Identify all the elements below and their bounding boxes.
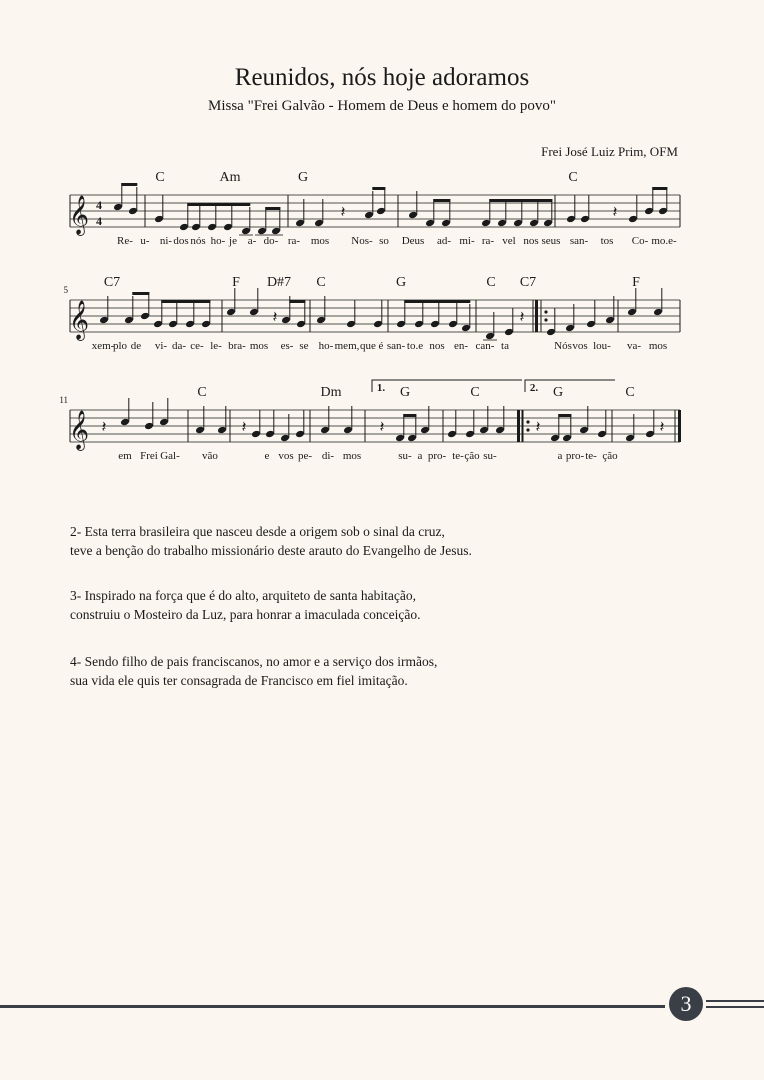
time-signature-bottom: 4 (96, 214, 102, 228)
lyric-syllable: ho- (210, 235, 226, 247)
lyric-syllable: mos (342, 450, 362, 462)
lyric-syllable: ra- (481, 235, 495, 247)
quarter-rest-icon: 𝄽 (519, 309, 525, 326)
note-beam (265, 207, 280, 210)
note-beam (132, 292, 149, 295)
lyric-syllable: seus (541, 235, 561, 247)
chord-symbol: C (486, 275, 496, 290)
lyric-syllable: mo.e- (651, 235, 677, 247)
chord-symbol: F (632, 275, 640, 290)
chord-symbol: C (470, 385, 480, 400)
lyric-syllable: vão (202, 450, 218, 462)
lyric-syllable: se (299, 340, 309, 352)
lyric-syllable: Nós (554, 340, 572, 352)
note-beam (187, 203, 250, 206)
page-title: Reunidos, nós hoje adoramos (234, 64, 530, 91)
lyric-syllable: di- (321, 450, 335, 462)
verse-3-line-1: 3- Inspirado na força que é do alto, arquiteto de santa habitação, (70, 588, 416, 603)
lyric-syllable: da- (171, 340, 187, 352)
chord-symbol: C (316, 275, 326, 290)
lyric-syllable: su- (398, 450, 412, 462)
quarter-rest-icon: 𝄽 (272, 309, 278, 326)
lyric-syllable: vos (572, 340, 588, 352)
lyric-syllable: va- (626, 340, 642, 352)
chord-symbol: C (197, 385, 207, 400)
quarter-rest-icon: 𝄽 (612, 204, 618, 221)
repeat-start-dot (544, 318, 547, 321)
note-beam (404, 300, 470, 303)
verse-2-line-1: 2- Esta terra brasileira que nasceu desde a origem sob o sinal da cruz, (70, 524, 445, 539)
chord-symbol: D#7 (266, 275, 292, 290)
chord-symbol: F (232, 275, 240, 290)
lyric-syllable: to.e (406, 340, 424, 352)
repeat-start-dot (544, 310, 547, 313)
lyric-syllable: a (557, 450, 563, 462)
note-beam (161, 300, 210, 303)
lyric-syllable: dos (173, 235, 189, 247)
quarter-rest-icon: 𝄽 (535, 419, 541, 436)
lyric-syllable: nos (429, 340, 445, 352)
lyric-syllable: mi- (459, 235, 475, 247)
lyric-syllable: san- (569, 235, 589, 247)
lyric-syllable: su- (483, 450, 497, 462)
composer-credit: Frei José Luiz Prim, OFM (541, 144, 678, 159)
repeat-end-thick (517, 410, 520, 442)
lyric-syllable: ção (464, 450, 480, 462)
lyric-syllable: so (379, 235, 389, 247)
chord-symbol: G (399, 385, 411, 400)
note-beam (489, 199, 552, 202)
lyric-syllable: Deus (401, 235, 425, 247)
lyric-syllable: bra- (228, 340, 246, 352)
lyric-syllable: pro- (427, 450, 447, 462)
page-subtitle: Missa "Frei Galvão - Homem de Deus e homem do povo" (207, 98, 557, 114)
lyric-syllable: en- (453, 340, 469, 352)
treble-clef-icon: 𝄞 (68, 197, 90, 234)
volta-1-bracket (372, 380, 522, 392)
chord-symbol: C (155, 170, 165, 185)
footer-rule-right-top (706, 1000, 764, 1002)
lyric-syllable: u- (140, 235, 150, 247)
quarter-rest-icon: 𝄽 (101, 419, 107, 436)
lyric-syllable: mem, (334, 340, 360, 352)
lyric-syllable: vi- (154, 340, 168, 352)
lyric-syllable: tos (600, 235, 614, 247)
note-beam (558, 414, 571, 417)
treble-clef-icon: 𝄞 (68, 412, 90, 449)
quarter-rest-icon: 𝄽 (340, 204, 346, 221)
time-signature-top: 4 (96, 198, 102, 212)
lyric-syllable: can- (475, 340, 495, 352)
chord-symbol: G (552, 385, 564, 400)
lyric-syllable: é (378, 340, 384, 352)
chord-symbol: C (625, 385, 635, 400)
repeat-end-dot (526, 428, 529, 431)
verse-3 (70, 586, 420, 624)
footer-rule-right-bottom (706, 1006, 764, 1008)
footer-rule (0, 1005, 665, 1008)
chord-symbol: G (395, 275, 407, 290)
lyric-syllable: ni- (159, 235, 173, 247)
measure-number: 11 (59, 395, 68, 405)
chord-symbol: C7 (103, 275, 121, 290)
lyric-syllable: le- (210, 340, 222, 352)
lyric-syllable: a (417, 450, 423, 462)
note-beam (403, 414, 416, 417)
treble-clef-icon: 𝄞 (68, 302, 90, 339)
lyric-syllable: pe- (297, 450, 313, 462)
lyric-syllable: vos (278, 450, 294, 462)
verse-3-line-2: construiu o Mosteiro da Luz, para honrar a imaculada conceição. (70, 607, 421, 622)
quarter-rest-icon: 𝄽 (379, 419, 385, 436)
lyric-syllable: je (229, 235, 237, 247)
note-beam (372, 187, 385, 190)
volta-2-bracket (525, 380, 615, 392)
sheet-music (0, 0, 764, 480)
chord-symbol: G (297, 170, 309, 185)
lyric-syllable: em (118, 450, 132, 462)
verse-4-line-2: sua vida ele quis ter consagrada de Francisco em fiel imitação. (70, 673, 408, 688)
measure-number: 5 (63, 285, 68, 295)
verse-4-line-1: 4- Sendo filho de pais franciscanos, no amor e a serviço dos irmãos, (70, 654, 438, 669)
lyric-syllable: ad- (436, 235, 452, 247)
lyric-syllable: ta (501, 340, 509, 352)
lyric-syllable: pro- (565, 450, 585, 462)
lyric-syllable: te- (585, 450, 597, 462)
chord-symbol: Dm (320, 385, 342, 400)
note-beam (652, 187, 667, 190)
lyric-syllable: de (130, 340, 142, 352)
lyric-syllable: mos (249, 340, 269, 352)
lyric-syllable: que (360, 340, 376, 352)
chord-symbol: Am (219, 170, 241, 185)
chord-symbol: C7 (519, 275, 537, 290)
verse-2 (70, 522, 472, 560)
lyric-syllable: nos (523, 235, 539, 247)
lyric-syllable: nós (190, 235, 206, 247)
quarter-rest-icon: 𝄽 (659, 419, 665, 436)
lyric-syllable: plo (112, 340, 128, 352)
lyric-syllable: ho- (318, 340, 334, 352)
repeat-start-thick (535, 300, 538, 332)
lyric-syllable: xem- (91, 340, 115, 352)
note-beam (433, 199, 450, 202)
lyric-syllable: e (264, 450, 270, 462)
lyric-syllable: a- (247, 235, 257, 247)
lyric-syllable: Gal- (160, 450, 180, 462)
lyric-syllable: es- (280, 340, 294, 352)
lyric-syllable: Frei (140, 450, 158, 462)
lyric-syllable: Co- (631, 235, 649, 247)
lyric-syllable: te- (452, 450, 464, 462)
lyric-syllable: lou- (593, 340, 611, 352)
note-beam (289, 300, 305, 303)
final-barline-thick (678, 410, 681, 442)
lyric-syllable: ra- (287, 235, 301, 247)
lyric-syllable: vel (502, 235, 516, 247)
lyric-syllable: Re- (117, 235, 133, 247)
note-beam (121, 183, 137, 186)
lyric-syllable: mos (310, 235, 330, 247)
lyric-syllable: ce- (190, 340, 204, 352)
volta-2-label: 2. (529, 382, 539, 394)
page-number: 3 (669, 987, 703, 1021)
verse-4 (70, 652, 437, 690)
lyric-syllable: Nos- (351, 235, 373, 247)
volta-1-label: 1. (376, 382, 386, 394)
lyric-syllable: san- (386, 340, 406, 352)
verse-2-line-2: teve a benção do trabalho missionário deste arauto do Evangelho de Jesus. (70, 543, 472, 558)
lyric-syllable: ção (602, 450, 618, 462)
lyric-syllable: do- (263, 235, 279, 247)
lyric-syllable: mos (648, 340, 668, 352)
repeat-end-dot (526, 420, 529, 423)
chord-symbol: C (568, 170, 578, 185)
quarter-rest-icon: 𝄽 (241, 419, 247, 436)
